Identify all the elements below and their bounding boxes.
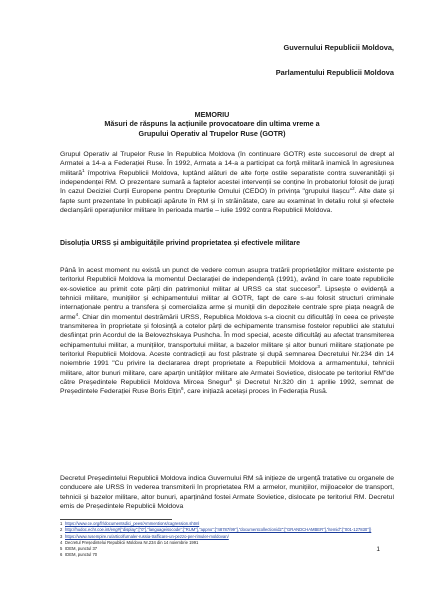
footnote-divider	[60, 519, 172, 520]
footnote-ref-4[interactable]: 4	[75, 311, 79, 317]
memo-label: MEMORIU	[194, 110, 230, 119]
title-line-1: Măsuri de răspuns la acțiunile provocatoare din ultima vreme a	[104, 119, 320, 129]
title-line-2: Grupului Operativ al Trupelor Ruse (GOTR)	[138, 128, 286, 138]
footnote-ref-3[interactable]: 3	[317, 283, 320, 289]
footnote-1-link[interactable]: https://www.ce.org/fr/documentsdici_pees/Ammentions/cagression.shtml	[65, 521, 200, 526]
footnote-3-link[interactable]: https://www.rusempire.ru/articolfurnaler-russia-trafficare-un-pezzo-per-rimuler-moldovan/	[65, 533, 229, 539]
footnote-2-link[interactable]: http://hudoc.echr.coe.int/eng#{"display":["0"],"languageisocode":["RUM"],"appno":["48787/99"],"documentcollectionid2":["GRANDCHAMBER"],"itemid":["001-127830"]}	[65, 527, 372, 533]
footnote-4: 4 Decretul Președintelui Republicii Moldova Nr.234 din 14 noiembrie 1991	[60, 539, 199, 545]
section-heading: Disoluția URSS și ambiguitățile privind proprietatea și efectivele militare	[60, 240, 301, 247]
footnote-5: 5 IDEM, punctul 37	[60, 546, 98, 552]
footnote-6: 6 IDEM, punctul 70	[60, 552, 98, 558]
recipient-parliament: Parlamentului Republicii Moldova	[275, 68, 394, 77]
footnote-ref-1[interactable]: 1	[82, 167, 85, 173]
footnote-2: 2 http://hudoc.echr.coe.int/eng#{"display":["0"],"languageisocode":["RUM"],"appno":["48787/99"],"documentcollectionid2":["GRANDCHAMBER"],"itemid":["001-127830"]}	[60, 527, 372, 533]
page-number: 1	[376, 546, 380, 553]
paragraph-1: Grupul Operativ al Trupelor Ruse în Republica Moldova (în continuare GOTR) este succesorul de drept al Armatei a 14-a a Federației Ruse. În 1992, Armata a 14-a a participat ca forță militară inamică în agresiunea militară$^1$ împotriva Republicii Moldova, luptând alături de alte forțe ostile separatiste contra suveranității și independenței RM. O prezentare sumară a faptelor acestei intervenții se conține în probatoriul folosit de jurați în cazul Deciziei Curții Europene pentru Drepturile Omului (CEDO) în privința "grupului Ilașcu"$^2$. Alte date și fapte sunt prezentate în publicații apărute în RM și în străinătate, care au examinat în detaliu rolul și efectele declanșării operațiunilor militare în perioada martie – iulie 1992 contra Republicii Moldova.	[60, 151, 394, 215]
footnote-1: 1 https://www.ce.org/fr/documentsdici_pees/Ammentions/cagression.shtml	[60, 521, 200, 526]
paragraph-2: Până în acest moment nu există un punct de vedere comun asupra tratării proprietăților militare existente pe teritoriul Republicii Moldova la momentul Declarației de independență (1991), având în care toate republicile ex-sovietice au primit cote părți din patrimoniul militar al URSS ca stat succesor$^3$. Lipsește o evidență a tehnicii militare, munițiilor și echipamentului militar al GOTR, fapt de care s-au folosit structuri criminale internaționale pentru a transfera și comercializa arme și muniții din depozitele centrale spre piața neagră de arme$^4$. Chiar din momentul destrămării URSS, Republica Moldova s-a ciocnit cu dificultăți în ceea ce privește transmiterea în proprietate și folosință a cotelor părți de echipamente transmise fostelor republici ale statului desființat prin Acordul de la Belovezhskaya Pushcha. În mod special, aceste dificultăți au afectat transmiterea echipamentului militar, a munițiilor, transportului militar, a bazelor militare și altor bunuri militare staționate pe teritoriul Republicii Moldova. Aceste contradicții au fost păstrate și după semnarea Decretului Nr.234 din 14 noiembrie 1991 "Cu privire la declararea drept proprietate a Republicii Moldova a armamentului, tehnicii militare, altor bunuri militare, care aparțin unităților militare ale Armatei Sovietice, dislocate pe teritoriul RM"de către Președintele Republicii Moldova Mircea Snegur$^5$ și Decretul Nr.320 din 1 aprilie 1992, semnat de Președintele Federației Ruse Boris Elțin$^6$, care inițiază același proces în Federația Rusă.	[60, 267, 394, 396]
paragraph-3: Decretul Președintelui Republicii Moldova indica Guvernului RM să inițieze de urgență tratative cu organele de conducere ale URSS în vederea transmiterii în proprietatea RM a armelor, munițiilor, mijloacelor de transport, tehnicii și bazelor militare, altor bunuri, aparținând fostei Armate Sovietice, dislocate pe teritoriul RM. Decretul emis de Președintele Republicii Moldova	[60, 475, 395, 511]
footnote-ref-5[interactable]: 5	[229, 377, 233, 383]
footnotes	[60, 521, 394, 559]
recipient-government: Guvernului Republicii Moldova,	[283, 43, 394, 52]
footnote-ref-2[interactable]: 2	[352, 186, 355, 192]
document-title	[40, 110, 384, 138]
footnote-3: 3 https://www.rusempire.ru/articolfurnaler-russia-trafficare-un-pezzo-per-rimuler-moldovan/	[60, 533, 229, 539]
footnote-ref-6[interactable]: 6	[180, 386, 184, 392]
